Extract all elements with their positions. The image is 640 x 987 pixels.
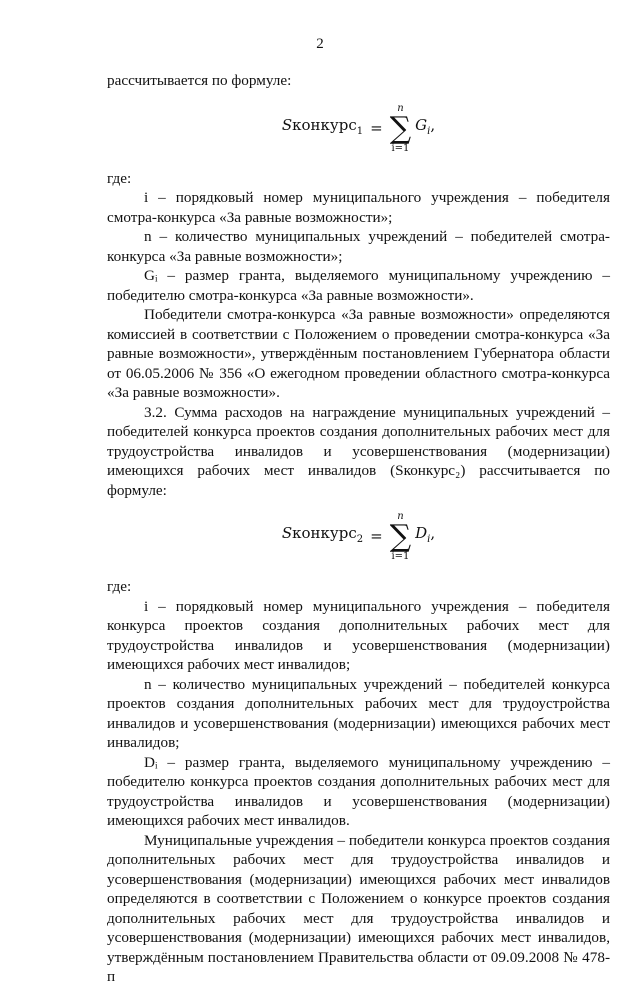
where-label-2: где: — [107, 578, 132, 595]
definition-1-n: n – количество муниципальных учреждений – победителей смотра-конкурса «За равные возможности»; — [107, 228, 610, 265]
page-number: 2 — [316, 36, 324, 52]
formula-2-term: $D_i$, — [415, 524, 436, 546]
formula-1-term: $G_i$, — [415, 115, 436, 137]
formula-1-equals: = — [370, 118, 383, 137]
formula-1-lhs: Sконкурс$_1$ — [281, 115, 364, 137]
paragraph-3-2: 3.2. Сумма расходов на награждение муниципальных учреждений – победителей конкурса проектов создания дополнительных рабочих мест для трудоустройства инвалидов и усовершенствования (модернизации) имеющихся рабочих мест инвалидов (Sконкурс₂) рассчитывается по формуле: — [107, 403, 610, 499]
formula-2-lhs: Sконкурс$_2$ — [281, 524, 364, 546]
formula-2 — [107, 506, 610, 568]
document-body — [107, 71, 610, 987]
formula-1-sum: n ∑ i=1 — [389, 102, 412, 154]
where-label-1: где: — [107, 169, 132, 187]
definition-1-i: i – порядковый номер муниципального учреждения – победителя смотра-конкурса «За равные возможности»; — [107, 189, 610, 226]
paragraph-winners-1: Победители смотра-конкурса «За равные возможности» определяются комиссией в соответствии с Положением о проведении смотра-конкурса «За равные возможности», утверждённым постановлением Губернатора области от 06.05.2006 № 356 «О ежегодном проведении областного смотра-конкурса «За равные возможности». — [107, 306, 610, 401]
definition-2-d: Dᵢ – размер гранта, выделяемого муниципальному учреждению – победителю конкурса проектов создания дополнительных рабочих мест для трудоустройства инвалидов и усовершенствования (модернизации) имеющихся рабочих мест инвалидов. — [107, 753, 610, 829]
formula-1 — [107, 98, 610, 160]
paragraph-winners-2: Муниципальные учреждения – победители конкурса проектов создания дополнительных рабочих мест для трудоустройства инвалидов и усовершенствования (модернизации) имеющихся рабочих мест инвалидов определяются в соответствии с Положением о конкурсе проектов создания дополнительных рабочих мест для трудоустройства инвалидов и усовершенствования (модернизации) имеющихся рабочих мест инвалидов, утверждённым постановлением Правительства области от 09.09.2008 № 478-п — [107, 831, 610, 985]
formula-2-sum: n ∑ i=1 — [389, 511, 412, 562]
definition-2-n: n – количество муниципальных учреждений – победителей конкурса проектов создания дополнительных рабочих мест для трудоустройства инвалидов и усовершенствования (модернизации) имеющихся рабочих мест инвалидов; — [107, 675, 610, 751]
definition-2-i: i – порядковый номер муниципального учреждения – победителя конкурса проектов создания дополнительных рабочих мест для трудоустройства инвалидов и усовершенствования (модернизации) имеющихся рабочих мест инвалидов; — [107, 597, 610, 673]
intro-line: рассчитывается по формуле: — [107, 72, 292, 89]
formula-2-equals: = — [370, 527, 383, 546]
definition-1-g: Gᵢ – размер гранта, выделяемого муниципальному учреждению – победителю смотра-конкурса «За равные возможности». — [107, 267, 610, 304]
